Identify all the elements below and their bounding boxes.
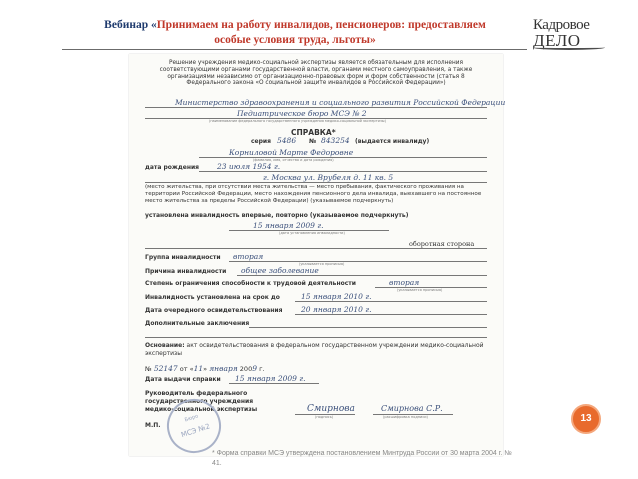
stamp-line-1: Бюро [184,413,200,424]
basis-label: Основание: [145,342,185,349]
person-line [199,157,487,158]
work-limit-value: вторая [389,278,420,287]
person-caption: (фамилия, имя, отчество и дата рождения) [253,158,334,162]
signature-name: Смирнова С.Р. [381,404,443,413]
ministry-name: Министерство здравоохранения и социального развития Российской Федерации [175,98,506,107]
certificate-scan [129,54,506,456]
birth-value: 23 июля 1954 г. [217,162,281,171]
act-month: января [209,364,238,373]
act-number-label: № [145,365,152,373]
group-value: вторая [233,252,264,261]
title-line-2: особые условия труда, льготы» [214,34,376,46]
reason-label: Причина инвалидности [145,268,227,275]
certificate-title: СПРАВКА* [291,128,336,137]
seal-label: М.П. [145,422,161,429]
act-day: 11 [193,364,204,373]
number-value: 843254 [321,136,350,145]
term-line [295,301,487,302]
ministry-line [145,107,487,108]
term-label: Инвалидность установлена на срок до [145,294,280,301]
act-from: от « [179,365,194,373]
act-number-row [145,364,265,373]
established-label: установлена инвалидность впервые, повторно (указываемое подчеркнуть) [145,212,409,219]
number-label: № [309,138,317,145]
issued-to-note: (выдается инвалиду) [355,138,430,145]
address-line [145,182,487,183]
issue-date-line [229,383,319,384]
address-value: г. Москва ул. Врубеля д. 11 кв. 5 [263,173,394,182]
title-line-1: Принимаем на работу инвалидов, пенсионеров: предоставляем [156,19,486,31]
reverse-side-line [145,248,487,249]
head-label-1: Руководитель федерального [145,390,248,397]
residence-note: (место жительства, при отсутствии места жительства — место пребывания, фактического проживания на территории Российской Федерации, место нахождения пенсионного дела инвалида, выехавшего на постоянное место жительства за пределы Российской Федерации) (указываемое подчеркнуть) [145,184,482,204]
logo-swoosh [533,45,605,50]
logo-line-1: Кадровое [533,17,590,33]
act-year-end: г. [259,365,265,373]
next-exam-line [295,314,487,315]
slide-number-badge: 13 [571,404,601,434]
basis-text: акт освидетельствования в федеральном государственном учреждении медико-социальной экспертизы [145,342,484,357]
webinar-title [60,18,530,48]
next-exam-value: 20 января 2010 г. [301,305,372,314]
head-label-2: государственного учреждения [145,398,254,405]
work-limit-caption: (указывается прописью) [397,288,443,292]
logo-line-2: ДЕЛО [533,31,581,50]
reason-line [237,275,487,276]
legal-notice: Решение учреждения медико-социальной экспертизы является обязательным для исполнения соответствующими органами государственной власти, органами местного самоуправления, а также организациями независимо от организационно-правовых форм и форм собственности (статья 8 Федерального закона «О социальной защите инвалидов в Российской Федерации») [159,60,473,87]
series-label: серия [251,138,271,145]
header-divider [62,49,527,50]
person-name: Корниловой Марте Федоровне [229,148,354,157]
act-number-value: 52147 [153,364,178,373]
group-caption: (указывается прописью) [299,262,345,266]
act-year-suffix: 9 [252,364,257,373]
signature-name-caption: (расшифровка подписи) [383,415,428,419]
act-mid: » [203,365,208,373]
kadrovoe-delo-logo [533,17,625,49]
issue-date-value: 15 января 2009 г. [235,374,306,383]
bureau-caption: (наименование федерального государственного учреждения медико-социальной экспертизы) [209,119,386,123]
reason-value: общее заболевание [241,266,319,275]
work-limit-label: Степень ограничения способности к трудовой деятельности [145,280,356,287]
birth-line [199,171,487,172]
extra-line-2 [145,337,487,338]
group-line [229,261,487,262]
bureau-name: Педиатрическое бюро МСЭ № 2 [237,109,367,118]
form-footnote: * Форма справки МСЭ утверждена постановлением Минтруда России от 30 марта 2004 г. № 41. [212,450,512,467]
established-caption: (дата установления инвалидности) [279,231,345,235]
signature: Смирнова [307,404,355,414]
reverse-side-label: оборотная сторона [409,240,475,248]
head-label-3: медико-социальной экспертизы [145,406,258,413]
basis-block [145,342,487,358]
group-label: Группа инвалидности [145,254,221,261]
established-date: 15 января 2009 г. [253,221,324,230]
extra-line-1 [249,327,487,328]
title-prefix: Вебинар « [104,19,157,31]
next-exam-label: Дата очередного освидетельствования [145,307,283,314]
extra-conclusions-label: Дополнительные заключения [145,320,250,327]
birth-label: дата рождения [145,164,200,171]
term-value: 15 января 2010 г. [301,292,372,301]
act-year-prefix: 200 [239,365,253,373]
stamp-line-2: МСЭ №2 [180,422,211,440]
series-value: 5486 [277,136,297,145]
signature-caption: (подпись) [315,415,334,419]
issue-date-label: Дата выдачи справки [145,376,221,383]
